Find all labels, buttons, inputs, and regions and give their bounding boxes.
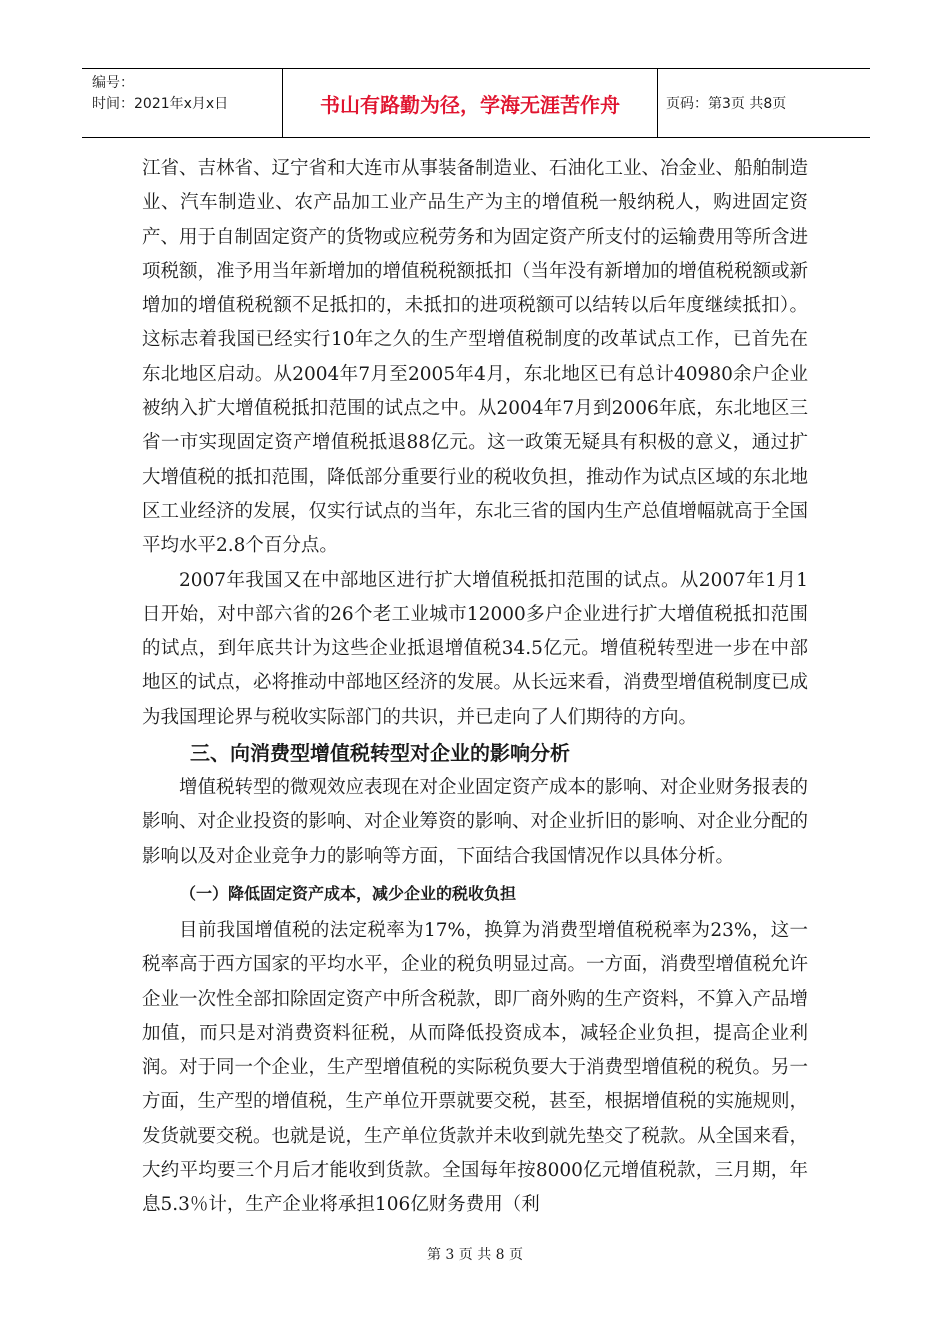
- paragraph-2: 2007年我国又在中部地区进行扩大增值税抵扣范围的试点。从2007年1月1日开始，对中部六省的26个老工业城市12000多户企业进行扩大增值税抵扣范围的试点，到年底共计为这些企业抵退增值税34.5亿元。增值税转型进一步在中部地区的试点，必将推动中部地区经济的发展。从长远来看，消费型增值税制度已成为我国理论界与税收实际部门的共识，并已走向了人们期待的方向。: [142, 569, 809, 728]
- paragraph-4: 目前我国增值税的法定税率为17%，换算为消费型增值税税率为23%，这一税率高于西方国家的平均水平，企业的税负明显过高。一方面，消费型增值税允许企业一次性全部扣除固定资产中所含税款，即厂商外购的生产资料，不算入产品增加值，而只是对消费资料征税，从而降低投资成本，减轻企业负担，提高企业利润。对于同一个企业，生产型增值税的实际税负要大于消费型增值税的税负。另一方面，生产型的增值税，生产单位开票就要交税，甚至，根据增值税的实施规则，发货就要交税。也就是说，生产单位货款并未收到就先垫交了税款。从全国来看，大约平均要三个月后才能收到货款。全国每年按8000亿元增值税款，三月期，年息5.3％计，生产企业将承担106亿财务费用（利: [142, 919, 809, 1216]
- header-motto: 书山有路勤为径，学海无涯苦作舟: [282, 69, 658, 137]
- section-heading: 三、向消费型增值税转型对企业的影响分析: [190, 741, 570, 766]
- paragraph-3: 增值税转型的微观效应表现在对企业固定资产成本的影响、对企业财务报表的影响、对企业投资的影响、对企业筹资的影响、对企业折旧的影响、对企业分配的影响以及对企业竞争力的影响等方面，下面结合我国情况作以具体分析。: [142, 777, 809, 867]
- page-footer: 第 3 页 共 8 页: [426, 1247, 524, 1263]
- page-header: [82, 68, 870, 138]
- header-page-number: 页码：第3页 共8页: [666, 96, 787, 112]
- number-label: 编号：: [92, 75, 134, 91]
- subsection-heading: （一）降低固定资产成本，减少企业的税收负担: [180, 883, 517, 903]
- time-label: 时间：2021年x月x日: [92, 96, 229, 112]
- paragraph-1: 江省、吉林省、辽宁省和大连市从事装备制造业、石油化工业、冶金业、船舶制造业、汽车制造业、农产品加工业产品生产为主的增值税一般纳税人，购进固定资产、用于自制固定资产的货物或应税劳务和为固定资产所支付的运输费用等所含进项税额，准予用当年新增加的增值税税额抵扣（当年没有新增加的增值税税额或新增加的增值税税额不足抵扣的，未抵扣的进项税额可以结转以后年度继续抵扣）。这标志着我国已经实行10年之久的生产型增值税制度的改革试点工作，已首先在东北地区启动。从2004年7月至2005年4月，东北地区已有总计40980余户企业被纳入扩大增值税抵扣范围的试点之中。从2004年7月到2006年底，东北地区三省一市实现固定资产增值税抵退88亿元。这一政策无疑具有积极的意义，通过扩大增值税的抵扣范围，降低部分重要行业的税收负担，推动作为试点区域的东北地区工业经济的发展，仅实行试点的当年，东北三省的国内生产总值增幅就高于全国平均水平2.8个百分点。: [142, 158, 809, 557]
- header-meta: [82, 69, 282, 137]
- document-body: [142, 152, 808, 1223]
